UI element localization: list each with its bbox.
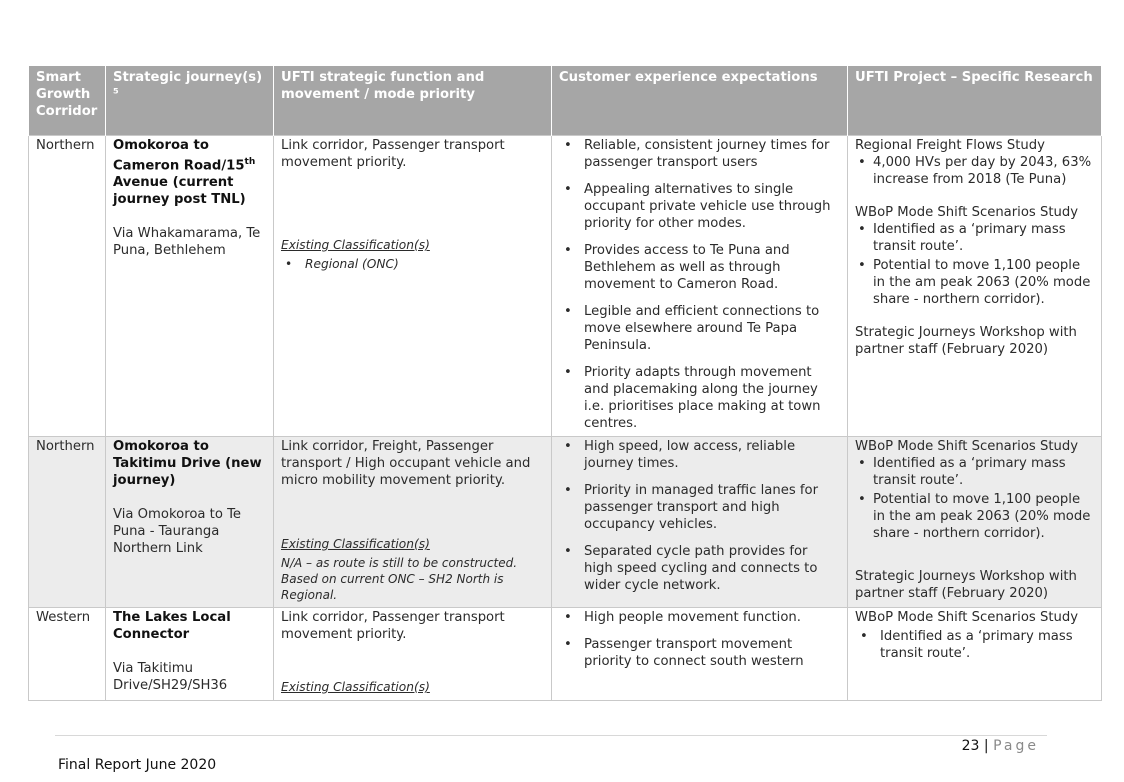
header-expectations: Customer experience expectations — [552, 66, 848, 136]
header-journey: Strategic journey(s) ⁵ — [106, 66, 274, 136]
expectation-item: • Separated cycle path provides for high speed cycling and connects to wider cycle network. — [559, 543, 840, 594]
expectation-item: • Appealing alternatives to single occupant private vehicle use through priority for other modes. — [559, 181, 840, 232]
research-study: Regional Freight Flows Study — [855, 138, 1045, 153]
journey-cell — [106, 437, 274, 608]
existing-classification-label: Existing Classification(s) — [281, 680, 430, 694]
function-cell — [274, 608, 552, 701]
expectation-item: • Passenger transport movement priority to connect south western — [559, 636, 840, 670]
expectation-item: • Legible and efficient connections to move elsewhere around Te Papa Peninsula. — [559, 303, 840, 354]
journey-via: Via Omokoroa to Te Puna - Tauranga Northern Link — [113, 507, 242, 556]
function-cell — [274, 136, 552, 437]
research-workshop: Strategic Journeys Workshop with partner staff (February 2020) — [855, 325, 1077, 357]
research-item: • Identified as a ‘primary mass transit route’. — [855, 455, 1094, 489]
research-cell — [848, 608, 1102, 701]
research-study: WBoP Mode Shift Scenarios Study — [855, 205, 1079, 220]
corridor-cell: Northern — [29, 136, 106, 437]
corridor-cell: Western — [29, 608, 106, 701]
page-word: Page — [993, 738, 1039, 754]
journey-via: Via Whakamarama, Te Puna, Bethlehem — [113, 226, 261, 259]
research-study: WBoP Mode Shift Scenarios Study — [855, 439, 1079, 454]
existing-classification-label: Existing Classification(s) — [281, 537, 430, 551]
research-item: • 4,000 HVs per day by 2043, 63% increase from 2018 (Te Puna) — [855, 154, 1094, 188]
research-cell — [848, 437, 1102, 608]
header-research: UFTI Project – Specific Research — [848, 66, 1102, 136]
table-row — [29, 136, 1102, 437]
research-item: • Identified as a ‘primary mass transit route’. — [855, 221, 1094, 255]
page-separator: | — [983, 738, 989, 754]
journey-via: Via Takitimu Drive/SH29/SH36 — [113, 661, 228, 693]
classification-item: • Regional (ONC) — [281, 256, 544, 273]
classification-text: N/A – as route is still to be constructed. Based on current ONC – SH2 North is Regional. — [281, 556, 518, 602]
expectations-cell — [552, 136, 848, 437]
research-workshop: Strategic Journeys Workshop with partner staff (February 2020) — [855, 569, 1077, 601]
function-cell — [274, 437, 552, 608]
research-cell — [848, 136, 1102, 437]
journey-title: The Lakes Local Connector — [113, 610, 231, 642]
table-row — [29, 608, 1102, 701]
journey-title: Omokoroa to Cameron Road/15th Avenue (current journey post TNL) — [113, 138, 256, 208]
research-item: • Identified as a ‘primary mass transit route’. — [855, 628, 1094, 662]
strategic-journeys-table — [28, 66, 1102, 701]
expectation-item: • Reliable, consistent journey times for passenger transport users — [559, 137, 840, 171]
research-study: WBoP Mode Shift Scenarios Study — [855, 610, 1079, 625]
journey-title: Omokoroa to Takitimu Drive (new journey) — [113, 439, 262, 488]
corridor-cell: Northern — [29, 437, 106, 608]
expectation-item: • Priority in managed traffic lanes for passenger transport and high occupancy vehicles. — [559, 482, 840, 533]
expectation-item: • Provides access to Te Puna and Bethlehem as well as through movement to Cameron Road. — [559, 242, 840, 293]
table-header-row — [29, 66, 1102, 136]
function-text: Link corridor, Freight, Passenger transport / High occupant vehicle and micro mobility movement priority. — [281, 439, 531, 488]
expectations-cell — [552, 437, 848, 608]
journey-cell — [106, 608, 274, 701]
report-title: Final Report June 2020 — [58, 757, 217, 773]
page-number — [962, 738, 1039, 754]
journey-cell — [106, 136, 274, 437]
page-number-value: 23 — [961, 738, 980, 754]
expectation-item: • Priority adapts through movement and placemaking along the journey i.e. prioritises place making at town centres. — [559, 364, 840, 432]
expectation-item: • High speed, low access, reliable journey times. — [559, 438, 840, 472]
function-text: Link corridor, Passenger transport movement priority. — [281, 138, 505, 170]
expectations-cell — [552, 608, 848, 701]
header-corridor: Smart Growth Corridor — [29, 66, 106, 136]
expectation-item: • High people movement function. — [559, 609, 840, 626]
existing-classification-label: Existing Classification(s) — [281, 238, 430, 252]
function-text: Link corridor, Passenger transport movement priority. — [281, 610, 505, 642]
header-function: UFTI strategic function and movement / mode priority — [274, 66, 552, 136]
research-item: • Potential to move 1,100 people in the am peak 2063 (20% mode share - northern corridor). — [855, 257, 1094, 308]
table-row — [29, 437, 1102, 608]
research-item: • Potential to move 1,100 people in the am peak 2063 (20% mode share - northern corridor). — [855, 491, 1094, 542]
footer-divider — [55, 735, 1047, 736]
